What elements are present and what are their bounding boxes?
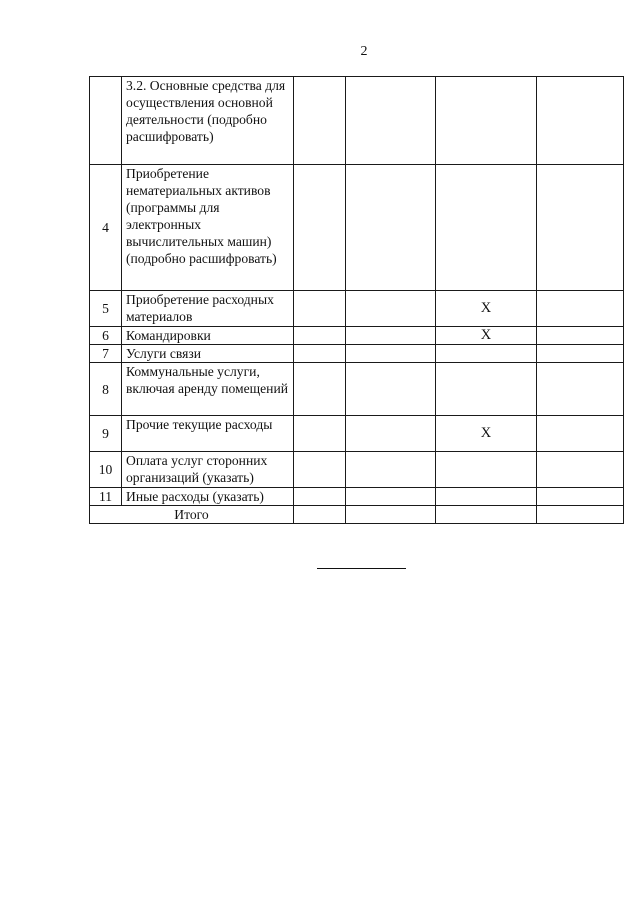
total-label: Итого xyxy=(90,506,294,524)
table-cell xyxy=(346,77,436,165)
page-number: 2 xyxy=(360,44,368,59)
table-cell xyxy=(346,165,436,291)
table-row xyxy=(90,363,624,416)
table-cell: X xyxy=(436,416,537,452)
table-cell xyxy=(537,345,624,363)
table-cell xyxy=(436,77,537,165)
table-cell xyxy=(294,488,346,506)
table-cell xyxy=(537,327,624,345)
table-cell xyxy=(346,416,436,452)
total-row xyxy=(90,506,624,524)
separator-line xyxy=(317,568,406,569)
table-row xyxy=(90,488,624,506)
table-row xyxy=(90,327,624,345)
table-cell xyxy=(537,363,624,416)
row-number: 5 xyxy=(90,291,122,327)
table-cell xyxy=(537,77,624,165)
table-cell xyxy=(294,363,346,416)
table-cell xyxy=(294,452,346,488)
row-number: 10 xyxy=(90,452,122,488)
row-number xyxy=(90,77,122,165)
table-cell xyxy=(436,452,537,488)
expense-table xyxy=(89,76,624,524)
table-cell xyxy=(346,506,436,524)
table-cell: X xyxy=(436,291,537,327)
row-name: Приобретение расходных материалов xyxy=(122,291,294,327)
row-number: 11 xyxy=(90,488,122,506)
row-number: 7 xyxy=(90,345,122,363)
table-cell xyxy=(294,345,346,363)
table-cell xyxy=(537,452,624,488)
table-cell xyxy=(436,345,537,363)
table-row xyxy=(90,165,624,291)
table-row xyxy=(90,77,624,165)
table-cell xyxy=(294,77,346,165)
table-cell xyxy=(346,488,436,506)
row-name: Коммунальные услуги, включая аренду помещений xyxy=(122,363,294,416)
row-name: Приобретение нематериальных активов (программы для электронных вычислительных машин) (подробно расшифровать) xyxy=(122,165,294,291)
table-cell xyxy=(537,488,624,506)
table-cell: X xyxy=(436,327,537,345)
table-cell xyxy=(436,363,537,416)
table-cell xyxy=(537,506,624,524)
row-number: 6 xyxy=(90,327,122,345)
row-name: Прочие текущие расходы xyxy=(122,416,294,452)
row-name: Услуги связи xyxy=(122,345,294,363)
table-cell xyxy=(294,165,346,291)
table-cell xyxy=(346,363,436,416)
table-cell xyxy=(537,165,624,291)
table-cell xyxy=(537,416,624,452)
row-name: Иные расходы (указать) xyxy=(122,488,294,506)
table-row xyxy=(90,345,624,363)
table-row xyxy=(90,416,624,452)
table-row xyxy=(90,452,624,488)
table-cell xyxy=(537,291,624,327)
table-cell xyxy=(346,291,436,327)
table-cell xyxy=(294,416,346,452)
row-name: Оплата услуг сторонних организаций (указать) xyxy=(122,452,294,488)
table-cell xyxy=(294,327,346,345)
row-name: 3.2. Основные средства для осуществления основной деятельности (подробно расшифровать) xyxy=(122,77,294,165)
row-number: 4 xyxy=(90,165,122,291)
table-cell xyxy=(436,506,537,524)
table-cell xyxy=(346,452,436,488)
table-cell xyxy=(346,327,436,345)
row-name: Командировки xyxy=(122,327,294,345)
table-row xyxy=(90,291,624,327)
row-number: 8 xyxy=(90,363,122,416)
table-cell xyxy=(294,506,346,524)
table-cell xyxy=(436,165,537,291)
table-cell xyxy=(346,345,436,363)
row-number: 9 xyxy=(90,416,122,452)
table-cell xyxy=(436,488,537,506)
table-cell xyxy=(294,291,346,327)
